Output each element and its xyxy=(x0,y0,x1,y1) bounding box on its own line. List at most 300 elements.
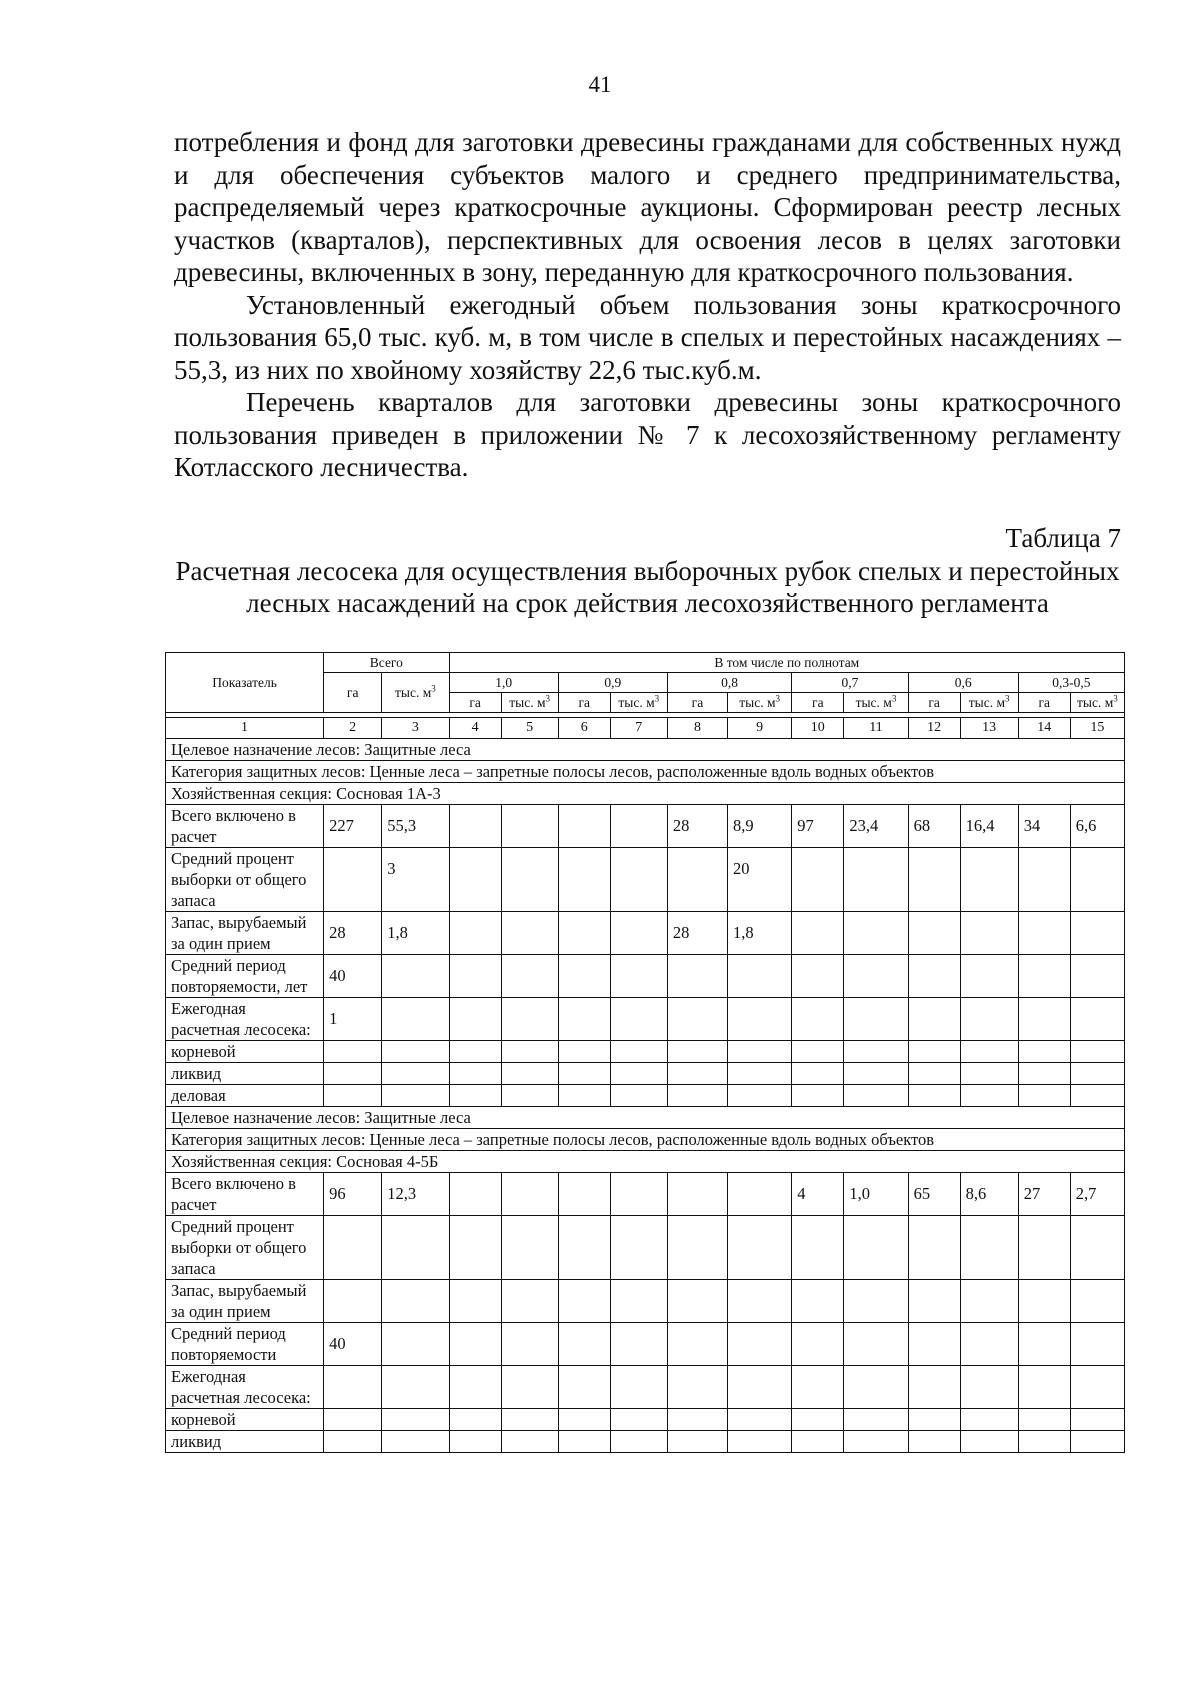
table-cell: 96 xyxy=(324,1173,382,1216)
table-cell xyxy=(960,912,1018,955)
table-cell xyxy=(324,1280,382,1323)
table-row xyxy=(166,805,1125,848)
header-unit-ha: га xyxy=(449,693,501,713)
table-cell xyxy=(844,1216,908,1280)
table-cell: 12,3 xyxy=(382,1173,449,1216)
table-cell xyxy=(1070,955,1124,998)
table-cell xyxy=(610,1085,667,1107)
table-cell xyxy=(844,912,908,955)
header-density: 0,7 xyxy=(792,673,908,693)
table-cell xyxy=(449,805,501,848)
header-density: 0,9 xyxy=(558,673,667,693)
table-cell xyxy=(960,1085,1018,1107)
table-cell xyxy=(792,1280,844,1323)
table-cell xyxy=(610,1063,667,1085)
table-cell xyxy=(728,1431,792,1453)
table-cell xyxy=(610,1431,667,1453)
table-cell xyxy=(728,955,792,998)
table-cell xyxy=(1018,1216,1070,1280)
table-cell xyxy=(558,955,610,998)
column-number: 1 xyxy=(166,718,324,739)
header-unit-ha: га xyxy=(324,673,382,713)
table-cell: 23,4 xyxy=(844,805,908,848)
table-cell xyxy=(449,1366,501,1409)
table-cell xyxy=(382,1216,449,1280)
table-cell xyxy=(382,1366,449,1409)
table-cell xyxy=(501,912,558,955)
table-cell xyxy=(908,998,960,1041)
table-label: Таблица 7 xyxy=(1005,523,1121,553)
table-cell xyxy=(667,955,727,998)
table-cell xyxy=(382,1085,449,1107)
table-row xyxy=(166,998,1125,1041)
table-cell xyxy=(908,848,960,912)
table-cell xyxy=(667,848,727,912)
section-purpose: Целевое назначение лесов: Защитные леса xyxy=(166,1107,1125,1129)
table-cell xyxy=(501,1409,558,1431)
table-row xyxy=(166,1041,1125,1063)
header-unit-ha: га xyxy=(667,693,727,713)
table-cell xyxy=(908,1366,960,1409)
table-cell xyxy=(324,1085,382,1107)
table-cell xyxy=(728,1085,792,1107)
table-cell xyxy=(501,1431,558,1453)
table-cell xyxy=(908,912,960,955)
column-number: 4 xyxy=(449,718,501,739)
row-label: корневой xyxy=(166,1409,324,1431)
table-cell xyxy=(844,1323,908,1366)
table-cell xyxy=(558,1323,610,1366)
table-cell xyxy=(844,998,908,1041)
section-category: Категория защитных лесов: Ценные леса – запретные полосы лесов, расположенные вдоль водных объектов xyxy=(166,1129,1125,1151)
header-density: 0,6 xyxy=(908,673,1018,693)
header-unit-m3: тыс. $м^3$ xyxy=(844,693,908,713)
table-cell: 28 xyxy=(667,912,727,955)
table-cell xyxy=(382,1323,449,1366)
table-cell xyxy=(728,1280,792,1323)
table-cell xyxy=(844,1431,908,1453)
table-cell xyxy=(558,1216,610,1280)
table-cell xyxy=(960,1323,1018,1366)
table-row xyxy=(166,1409,1125,1431)
row-label: Запас, вырубаемый за один прием xyxy=(166,1280,324,1323)
header-unit-m3: тыс. $м^3$ xyxy=(382,673,449,713)
table-cell xyxy=(610,912,667,955)
table-cell xyxy=(844,955,908,998)
table-cell xyxy=(558,912,610,955)
table-title: Расчетная лесосека для осуществления выборочных рубок спелых и перестойных лесных насаждений на срок действия лесохозяйственного регламента xyxy=(175,556,1120,618)
table-cell: 97 xyxy=(792,805,844,848)
table-row xyxy=(166,1431,1125,1453)
table-cell xyxy=(667,1041,727,1063)
table-cell xyxy=(960,955,1018,998)
table-cell xyxy=(449,1173,501,1216)
table-row xyxy=(166,1216,1125,1280)
table-cell xyxy=(449,1431,501,1453)
header-unit-ha: га xyxy=(792,693,844,713)
table-cell: 16,4 xyxy=(960,805,1018,848)
table-cell xyxy=(324,1216,382,1280)
header-unit-m3: тыс. $м^3$ xyxy=(501,693,558,713)
table-cell xyxy=(324,1431,382,1453)
table-cell: 227 xyxy=(324,805,382,848)
table-cell xyxy=(449,1409,501,1431)
table-cell xyxy=(449,955,501,998)
table-cell xyxy=(558,1280,610,1323)
column-number: 12 xyxy=(908,718,960,739)
table-cell xyxy=(1070,1409,1124,1431)
table-cell xyxy=(1018,912,1070,955)
row-label: Средний процент выборки от общего запаса xyxy=(166,1216,324,1280)
row-label: Всего включено в расчет xyxy=(166,805,324,848)
table-cell xyxy=(449,1216,501,1280)
table-cell xyxy=(382,1409,449,1431)
column-number: 10 xyxy=(792,718,844,739)
table-cell xyxy=(960,848,1018,912)
table-cell: 68 xyxy=(908,805,960,848)
column-number: 6 xyxy=(558,718,610,739)
table-cell xyxy=(610,955,667,998)
table-cell xyxy=(610,1173,667,1216)
table-cell: 4 xyxy=(792,1173,844,1216)
row-label: Средний период повторяемости, лет xyxy=(166,955,324,998)
table-cell xyxy=(960,1409,1018,1431)
table-cell xyxy=(501,1085,558,1107)
table-cell xyxy=(1070,1366,1124,1409)
table-cell xyxy=(792,1216,844,1280)
table-cell: 1,8 xyxy=(728,912,792,955)
table-cell xyxy=(908,955,960,998)
table-cell xyxy=(960,1431,1018,1453)
table-cell xyxy=(667,1366,727,1409)
table-cell xyxy=(844,1063,908,1085)
paragraph: потребления и фонд для заготовки древесины гражданами для собственных нужд и для обеспечения субъектов малого и среднего предпринимательства, распределяемый через краткосрочные аукционы. Сформирован реестр лесных участков (кварталов), перспективных для освоения лесов в целях заготовки древесины, включенных в зону, переданную для краткосрочного пользования. xyxy=(174,127,1121,287)
table-cell xyxy=(558,1041,610,1063)
row-label: ликвид xyxy=(166,1431,324,1453)
table-cell xyxy=(382,1280,449,1323)
table-cell xyxy=(667,1085,727,1107)
table-cell xyxy=(610,998,667,1041)
table-cell: 2,7 xyxy=(1070,1173,1124,1216)
table-cell xyxy=(558,1409,610,1431)
table-cell xyxy=(844,848,908,912)
table-cell xyxy=(501,955,558,998)
table-cell xyxy=(449,1085,501,1107)
table-cell xyxy=(1070,1216,1124,1280)
table-cell xyxy=(449,1063,501,1085)
table-cell xyxy=(1070,912,1124,955)
column-number: 11 xyxy=(844,718,908,739)
table-cell xyxy=(908,1216,960,1280)
table-cell xyxy=(610,848,667,912)
table-cell: 3 xyxy=(382,848,449,912)
table-cell xyxy=(792,1431,844,1453)
table-cell xyxy=(382,998,449,1041)
table-cell: 1,0 xyxy=(844,1173,908,1216)
table-cell xyxy=(728,1323,792,1366)
table-cell xyxy=(728,1366,792,1409)
table-cell xyxy=(667,1063,727,1085)
table-cell xyxy=(382,1431,449,1453)
table-cell xyxy=(610,1323,667,1366)
table-cell xyxy=(792,1366,844,1409)
header-unit-ha: га xyxy=(1018,693,1070,713)
table-cell xyxy=(667,998,727,1041)
body-text xyxy=(174,126,1121,484)
table-cell xyxy=(908,1041,960,1063)
table-cell xyxy=(844,1041,908,1063)
table-cell xyxy=(908,1323,960,1366)
table-cell: 6,6 xyxy=(1070,805,1124,848)
row-label: деловая xyxy=(166,1085,324,1107)
table-cell xyxy=(324,1409,382,1431)
table-cell xyxy=(960,1063,1018,1085)
row-label: Ежегодная расчетная лесосека: xyxy=(166,1366,324,1409)
page-number: 41 xyxy=(588,72,612,97)
table-cell xyxy=(610,805,667,848)
header-density: 1,0 xyxy=(449,673,558,693)
header-density: 0,3-0,5 xyxy=(1018,673,1124,693)
table-cell xyxy=(1018,955,1070,998)
column-number: 7 xyxy=(610,718,667,739)
table-cell xyxy=(610,1216,667,1280)
column-number: 3 xyxy=(382,718,449,739)
header-unit-m3: тыс. $м^3$ xyxy=(1070,693,1124,713)
table-cell xyxy=(449,848,501,912)
table-cell xyxy=(1070,848,1124,912)
table-cell xyxy=(558,1366,610,1409)
row-label: ликвид xyxy=(166,1063,324,1085)
table-cell: 34 xyxy=(1018,805,1070,848)
table-cell xyxy=(1070,1323,1124,1366)
table-cell xyxy=(1018,1409,1070,1431)
table-cell xyxy=(728,998,792,1041)
table-cell xyxy=(1018,848,1070,912)
table-cell xyxy=(1070,1280,1124,1323)
table-cell xyxy=(792,1323,844,1366)
table-cell xyxy=(501,1041,558,1063)
section-category-row xyxy=(166,1129,1125,1151)
header-unit-m3: тыс. $м^3$ xyxy=(728,693,792,713)
table-cell xyxy=(558,1431,610,1453)
table-row xyxy=(166,848,1125,912)
table-row xyxy=(166,955,1125,998)
table-cell xyxy=(501,1173,558,1216)
table-cell xyxy=(728,1063,792,1085)
table-cell xyxy=(960,1366,1018,1409)
table-cell xyxy=(610,1280,667,1323)
table-row xyxy=(166,1173,1125,1216)
table-cell: 28 xyxy=(324,912,382,955)
table-cell xyxy=(1070,1085,1124,1107)
header-unit-m3: тыс. $м^3$ xyxy=(610,693,667,713)
table-cell xyxy=(960,1216,1018,1280)
table-cell xyxy=(667,1173,727,1216)
table-cell xyxy=(449,1323,501,1366)
section-name-row xyxy=(166,783,1125,805)
table-cell xyxy=(667,1280,727,1323)
table-cell xyxy=(667,1323,727,1366)
table-cell xyxy=(1018,1041,1070,1063)
table-cell xyxy=(960,1280,1018,1323)
row-label: Всего включено в расчет xyxy=(166,1173,324,1216)
table-cell xyxy=(558,1085,610,1107)
section-name-row xyxy=(166,1151,1125,1173)
table-cell xyxy=(792,955,844,998)
table-cell xyxy=(1070,998,1124,1041)
table-cell: 65 xyxy=(908,1173,960,1216)
table-cell xyxy=(382,1041,449,1063)
row-label: Средний процент выборки от общего запаса xyxy=(166,848,324,912)
table-cell: 20 xyxy=(728,848,792,912)
table-cell xyxy=(449,912,501,955)
table-cell xyxy=(501,1063,558,1085)
table-cell xyxy=(1018,998,1070,1041)
table-cell: 27 xyxy=(1018,1173,1070,1216)
section-name: Хозяйственная секция: Сосновая 4-5Б xyxy=(166,1151,1125,1173)
row-label: Запас, вырубаемый за один прием xyxy=(166,912,324,955)
forest-cut-table xyxy=(165,652,1125,1453)
table-cell: 8,9 xyxy=(728,805,792,848)
table-cell xyxy=(558,1173,610,1216)
section-purpose: Целевое назначение лесов: Защитные леса xyxy=(166,739,1125,761)
table-row xyxy=(166,1323,1125,1366)
header-indicator: Показатель xyxy=(166,653,324,713)
table-cell xyxy=(1018,1431,1070,1453)
table-cell xyxy=(728,1409,792,1431)
table-cell xyxy=(792,1085,844,1107)
table-cell xyxy=(844,1409,908,1431)
table-cell xyxy=(792,998,844,1041)
header-density: 0,8 xyxy=(667,673,791,693)
section-purpose-row xyxy=(166,739,1125,761)
table-cell xyxy=(1018,1366,1070,1409)
section-name: Хозяйственная секция: Сосновая 1А-3 xyxy=(166,783,1125,805)
table-cell xyxy=(960,1041,1018,1063)
table-cell xyxy=(792,848,844,912)
table-cell xyxy=(908,1085,960,1107)
table-cell xyxy=(844,1085,908,1107)
table-cell xyxy=(1018,1085,1070,1107)
table-cell xyxy=(610,1366,667,1409)
table-row xyxy=(166,1366,1125,1409)
table-cell xyxy=(558,805,610,848)
table-cell xyxy=(501,1366,558,1409)
paragraph: Перечень кварталов для заготовки древесины зоны краткосрочного пользования приведен в приложении № 7 к лесохозяйственному регламенту Котласского лесничества. xyxy=(174,387,1121,482)
column-number: 13 xyxy=(960,718,1018,739)
table-cell: 55,3 xyxy=(382,805,449,848)
row-label: корневой xyxy=(166,1041,324,1063)
paragraph: Установленный ежегодный объем пользования зоны краткосрочного пользования 65,0 тыс. куб. м, в том числе в спелых и перестойных насаждениях – 55,3, из них по хвойному хозяйству 22,6 тыс.куб.м. xyxy=(174,289,1121,385)
section-category-row xyxy=(166,761,1125,783)
table-cell xyxy=(449,1041,501,1063)
column-number: 9 xyxy=(728,718,792,739)
table-cell xyxy=(792,1063,844,1085)
column-number: 15 xyxy=(1070,718,1124,739)
table-cell xyxy=(1018,1280,1070,1323)
table-cell xyxy=(449,998,501,1041)
table-cell xyxy=(1018,1063,1070,1085)
table-cell xyxy=(382,955,449,998)
header-unit-ha: га xyxy=(908,693,960,713)
table-cell xyxy=(501,848,558,912)
table-cell xyxy=(667,1216,727,1280)
column-number: 14 xyxy=(1018,718,1070,739)
table-cell xyxy=(728,1216,792,1280)
table-cell xyxy=(324,848,382,912)
table-cell xyxy=(728,1041,792,1063)
table-cell xyxy=(667,1409,727,1431)
table-cell xyxy=(501,805,558,848)
table-cell xyxy=(610,1409,667,1431)
table-row xyxy=(166,1085,1125,1107)
table-row xyxy=(166,912,1125,955)
row-label: Средний период повторяемости xyxy=(166,1323,324,1366)
table-cell: 1,8 xyxy=(382,912,449,955)
table-row xyxy=(166,1063,1125,1085)
column-number: 8 xyxy=(667,718,727,739)
header-total: Всего xyxy=(324,653,449,673)
table-cell: 1 xyxy=(324,998,382,1041)
header-row xyxy=(166,653,1125,673)
table-cell xyxy=(610,1041,667,1063)
table-cell xyxy=(844,1280,908,1323)
table-cell xyxy=(844,1366,908,1409)
table-cell xyxy=(908,1280,960,1323)
table-cell xyxy=(501,1280,558,1323)
table-cell xyxy=(792,1041,844,1063)
table-cell xyxy=(908,1409,960,1431)
table-cell xyxy=(792,1409,844,1431)
table-cell xyxy=(1018,1323,1070,1366)
table-cell xyxy=(324,1366,382,1409)
table-cell xyxy=(1070,1431,1124,1453)
table-cell xyxy=(501,1216,558,1280)
table-cell xyxy=(960,998,1018,1041)
table-cell xyxy=(558,1063,610,1085)
header-unit-m3: тыс. $м^3$ xyxy=(960,693,1018,713)
table-cell xyxy=(1070,1063,1124,1085)
table-cell xyxy=(558,848,610,912)
table-row xyxy=(166,1280,1125,1323)
section-purpose-row xyxy=(166,1107,1125,1129)
table-cell xyxy=(908,1063,960,1085)
table-cell xyxy=(558,998,610,1041)
table-cell xyxy=(728,1173,792,1216)
header-unit-ha: га xyxy=(558,693,610,713)
table-cell xyxy=(382,1063,449,1085)
header-by-density: В том числе по полнотам xyxy=(449,653,1124,673)
table-cell xyxy=(324,1063,382,1085)
column-number-row xyxy=(166,718,1125,739)
table-cell xyxy=(667,1431,727,1453)
table-cell xyxy=(792,912,844,955)
table-cell xyxy=(501,998,558,1041)
table-cell xyxy=(1070,1041,1124,1063)
row-label: Ежегодная расчетная лесосека: xyxy=(166,998,324,1041)
table-cell xyxy=(501,1323,558,1366)
table-cell: 40 xyxy=(324,1323,382,1366)
column-number: 5 xyxy=(501,718,558,739)
table-cell xyxy=(449,1280,501,1323)
table-cell: 8,6 xyxy=(960,1173,1018,1216)
column-number: 2 xyxy=(324,718,382,739)
table-cell: 40 xyxy=(324,955,382,998)
table-cell xyxy=(908,1431,960,1453)
table-cell: 28 xyxy=(667,805,727,848)
table-cell xyxy=(324,1041,382,1063)
section-category: Категория защитных лесов: Ценные леса – запретные полосы лесов, расположенные вдоль водных объектов xyxy=(166,761,1125,783)
